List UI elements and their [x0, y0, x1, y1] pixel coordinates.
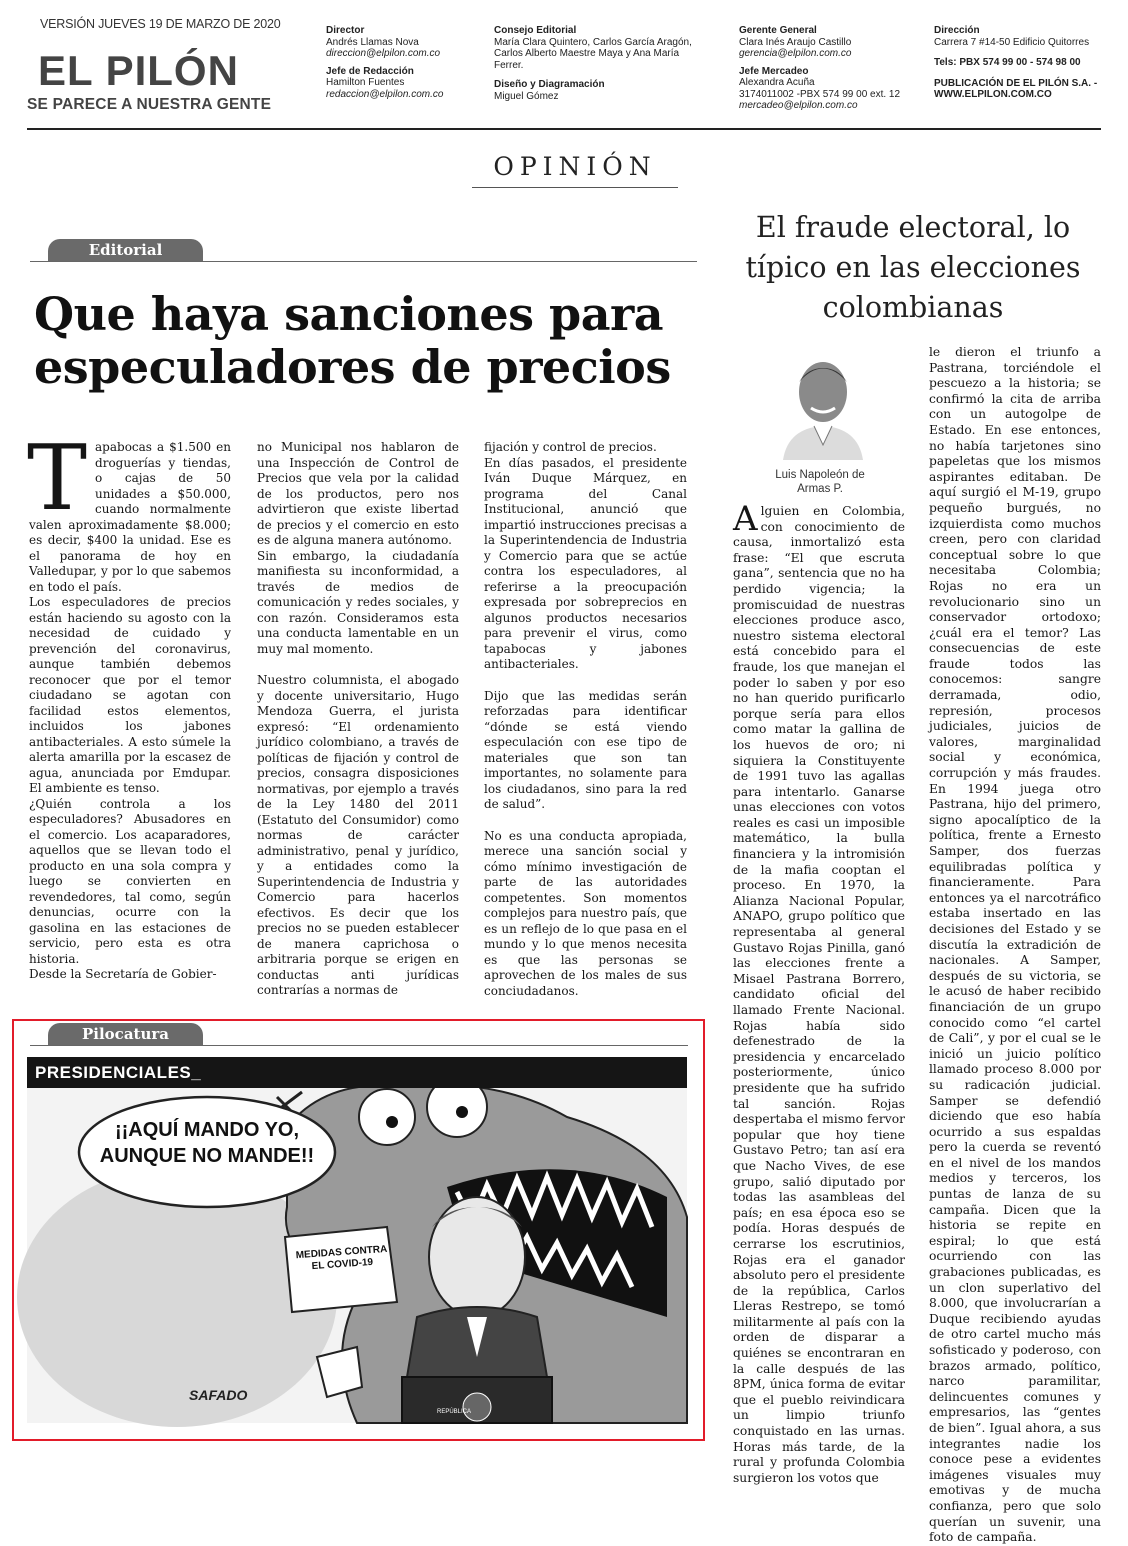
- staff-role: Consejo Editorial: [494, 25, 577, 36]
- editorial-paragraph: Sin embargo, la ciudadanía manifiesta su inconformidad, a través de medios de comunicación y redes sociales, y con razón. Consideramos esta una conducta lamentable en un muy mal momento.: [257, 548, 459, 656]
- opinion-column-2: [929, 345, 1101, 1546]
- editorial-paragraph: Dijo que las medidas serán reforzadas para identificar “dónde se está viendo especulación con ese tipo de materiales que son tan importantes, no solamente para los ciudadanos, sino para la red de salud”.: [484, 688, 687, 811]
- cartoonist-signature: SAFADO: [189, 1387, 248, 1403]
- staff-phones: Tels: PBX 574 99 00 - 574 98 00: [934, 57, 1081, 68]
- speech-bubble-text: ¡¡AQUÍ MANDO YO, AUNQUE NO MANDE!!: [99, 1119, 315, 1167]
- editorial-column-3: [484, 440, 687, 999]
- staff-email[interactable]: redaccion@elpilon.com.co: [326, 88, 444, 100]
- editorial-paragraph: Los especuladores de precios están haciendo su agosto con la necesidad de cuidado y prevención del coronavirus, aunque también debemos reconocer que por el temor ciudadano se agotan con facilidad estos elementos, incluidos los jabones antibacteriales. A esto súmele la alerta amarilla por la escasez de agua, anunciada por Emdupar. El ambiente es tenso.: [29, 595, 231, 795]
- editorial-paragraph: No es una conducta apropiada, merece una sanción social y cómo mínimo investigación de parte de las autoridades competentes. Son momentos complejos para nuestro país, que es un reflejo de lo que pasa en el mundo y lo que menos necesita es que las personas se aprovechen de los males de sus conciudadanos.: [484, 828, 687, 998]
- staff-phone: 3174011002 -PBX 574 99 00 ext. 12: [739, 88, 901, 100]
- opinion-paragraph: Alguien en Colombia, con conocimiento de causa, inmortalizó esta frase: “El que escruta gana”, sentencia que no ha perdido vigencia; la promiscuidad de nuestras elecciones produce asco, nuestro sistema electoral está concebido para el fraude, los que manejan el poder lo saben y por eso no han querido purificarlo porque sería para ellos como matar la gallina de los huevos de oro; ni siquiera la Constituyente de 1991 tuvo las agallas para intentarlo. Ganarse unas elecciones con votos reales es casi un imposible matemático, la bulla financiera y la intromisión de la mafia cooptan el proceso. En 1970, la Alianza Nacional Popular, ANAPO, grupo político que representaba al general Gustavo Rojas Pinilla, ganó las elecciones frente a Misael Pastrana Borrero, candidato oficial del llamado Frente Nacional. Rojas había sido defenestrado de la presidencia y encarcelado posteriormente, único presidente que ha sufrido tal sanción. Rojas despertaba el mismo fervor popular que hoy tiene Gustavo Petro; tan así era que Nacho Vives, de ese grupo, salió diputado por todas las asambleas del país; en esa época eso se podía. Horas después de cerrarse los escrutinios, Rojas era el ganador absoluto pero el presidente de la república, Carlos Lleras Restrepo, se tomó militarmente al país con la orden de disparar a quiénes se encontraran en la calle después de las 8PM, única forma de evitar que el pueblo reivindicara un limpio triunfo conquistado en las urnas. Horas más tarde, de la rural y profunda Colombia surgieron los votos que: [733, 499, 905, 1485]
- staff-name: Andrés Llamas Nova: [326, 36, 419, 48]
- staff-email[interactable]: direccion@elpilon.com.co: [326, 48, 441, 59]
- political-cartoon[interactable]: [27, 1057, 687, 1423]
- editorial-paragraph: Nuestro columnista, el abogado y docente universitario, Hugo Mendoza Guerra, el jurista expresó: “El ordenamiento jurídico colombiano, a través de políticas de fijación y control de precios, consagra disposiciones normativas, por ejemplo a través de la Ley 1480 del 2011 (Estatuto del Consumidor) como normas de carácter administrativo, penal y jurídico, y a entidades como la Superintendencia de Industria y Comercio para hacerlos efectivos. Es decir que los precios no se pueden establecer de manera caprichosa o arbitraria porque se erigen en conductas anti jurídicas contrarías a normas de: [257, 673, 459, 997]
- opinion-column-1: [733, 499, 905, 1486]
- editorial-paragraph: En días pasados, el presidente Iván Duque Márquez, en programa del Canal Institucional, anunció que impartió instrucciones precisas a la Superintendencia de Industria y Comercio para que se actúe contra los especuladores, al referirse a la preocupación expresada por sobreprecios en algunos productos necesarios para prevenir el virus, como tapabocas y jabones antibacteriales.: [484, 455, 687, 671]
- editorial-paragraph: fijación y control de precios.: [484, 440, 657, 454]
- editorial-headline: Que haya sanciones para especuladores de precios: [34, 287, 671, 394]
- edition-date: VERSIÓN JUEVES 19 DE MARZO DE 2020: [40, 17, 281, 31]
- editorial-tab: Editorial: [48, 239, 203, 261]
- staff-name: Miguel Gómez: [494, 90, 559, 102]
- editorial-paragraph: ¿Quién controla a los especuladores? Abusadores en el comercio. Los acaparadores, aquellos que se llevan todo el producto en una sola compra y luego se convierten en revendedores, tal como, según denuncias, ocurre con la gasolina en las estaciones de servicio, pero esta es otra historia.: [29, 796, 231, 966]
- cartoon-rule: [30, 1045, 688, 1046]
- staff-role: Director: [326, 25, 365, 36]
- publisher-line[interactable]: PUBLICACIÓN DE EL PILÓN S.A. - WWW.ELPILON.COM.CO: [934, 77, 1098, 100]
- staff-email[interactable]: mercadeo@elpilon.com.co: [739, 100, 858, 111]
- staff-role: Dirección: [934, 25, 980, 36]
- opinion-paragraph: le dieron el triunfo a Pastrana, torciéndole el pescuezo a la historia; se confirmó la cita de arriba con un autogolpe de Estado. En ese entonces, no había tarjetones sino papeletas que los mismos aspirantes editaban. De aquí surgió el M-19, grupo pequeño burgués, no izquierdista como muchos creen, pero con claridad conceptual sobre lo que necesitaba Colombia; Rojas no era un revolucionario sino un conservador ortodoxo; ¿cuál era el temor? Las consecuencias de este fraude todos las conocemos: sangre derramada, odio, represión, procesos judiciales, juicios de valores, marginalidad social y económica, corrupción y más fraudes. En 1994 juega otro Pastrana, hijo del primero, signo apocalíptico de la política, frente a Ernesto Samper, dos fuerzas equilibradas política y financieramente. Para entonces ya el narcotráfico estaba insertado en las decisiones del Estado y se discutía la extradición de nacionales. A Samper, después de su victoria, se le acusó de haber recibido financiación de un grupo conocido como “el cartel de Cali”, y por el cual se le inició un juicio político llamado proceso 8.000 por su radicación judicial. Samper se defendió diciendo que eso había ocurrido a sus espaldas pero la cuerda se reventó en el nivel de los mandos medios y terceros, los puntas de lanza de su campaña. Dicen que la historia se repite en espiral; lo que está ocurriendo con las grabaciones publicadas, es un clon superlativo del 8.000, que involucrarían a Duque recibiendo ayudas de otro cartel mucho más sofisticado y poderoso, con brazos armado, político, narco paramilitar, delincuentes comunes y empresarios, las “gentes de bien”. Igual ahora, a sus integrantes nadie los conoce pese a evidentes imágenes visuales muy emotivas y de mucha confianza, pero que solo querían un suvenir, una foto de campaña.: [929, 345, 1101, 1545]
- staff-email[interactable]: gerencia@elpilon.com.co: [739, 48, 852, 59]
- staff-role: Jefe de Redacción: [326, 65, 414, 77]
- staff-role: Diseño y Diagramación: [494, 79, 605, 90]
- editorial-column-2: [257, 440, 459, 999]
- staff-block-direccion: [934, 25, 1104, 107]
- newspaper-logo[interactable]: EL PILÓN: [38, 47, 239, 94]
- cartoon-sign-text: MEDIDAS CONTRA EL COVID-19: [295, 1243, 388, 1273]
- staff-name: Clara Inés Araujo Castillo: [739, 36, 852, 48]
- staff-name: María Clara Quintero, Carlos García Aragón, Carlos Alberto Maestre Maya y Ana María Ferrer.: [494, 36, 692, 71]
- staff-address: Carrera 7 #14-50 Edificio Quitorres: [934, 36, 1090, 48]
- section-title: OPINIÓN: [472, 152, 678, 188]
- newspaper-tagline: SE PARECE A NUESTRA GENTE: [27, 96, 272, 113]
- staff-name: Hamilton Fuentes: [326, 77, 405, 88]
- editorial-paragraph: Tapabocas a $1.500 en droguerías y tiendas, o cajas de 50 unidades a $50.000, cuando normalmente valen aproximadamente $8.000; es decir, $400 la unidad. Ese es el panorama de hoy en Valledupar, y por lo que sabemos en todo el país.: [27, 426, 231, 594]
- editorial-column-1: [27, 426, 231, 983]
- drop-cap: T: [27, 426, 88, 531]
- author-byline: Luis Napoleón de Armas P.: [775, 469, 865, 495]
- author-photo: [778, 350, 868, 460]
- cartoon-title: PRESIDENCIALES_: [35, 1063, 202, 1082]
- staff-role: Gerente General: [739, 25, 817, 36]
- staff-block-gerencia: [739, 25, 919, 118]
- podium-seal-text: REPÚBLICA: [437, 1409, 472, 1415]
- editorial-paragraph: no Municipal nos hablaron de una Inspección de Control de Precios que vela por la calidad de los productos, pero nos advirtieron que existe libertad de precios y el comercio en esto es de alguna manera autónomo.: [257, 440, 459, 547]
- staff-block-director: [326, 25, 486, 106]
- cartoon-drawing: [27, 1057, 687, 1423]
- editorial-paragraph: Desde la Secretaría de Gobier-: [29, 967, 217, 981]
- staff-block-consejo: [494, 25, 709, 108]
- staff-name: Alexandra Acuña: [739, 77, 815, 88]
- drop-cap: A: [733, 499, 758, 539]
- cartoon-tab: Pilocatura: [48, 1023, 203, 1045]
- staff-role: Jefe Mercadeo: [739, 65, 809, 77]
- masthead-divider: [27, 128, 1101, 130]
- opinion-headline: El fraude electoral, lo típico en las elecciones colombianas: [745, 211, 1081, 324]
- editorial-rule: [30, 261, 697, 262]
- cartoon-title-bar: [27, 1057, 687, 1088]
